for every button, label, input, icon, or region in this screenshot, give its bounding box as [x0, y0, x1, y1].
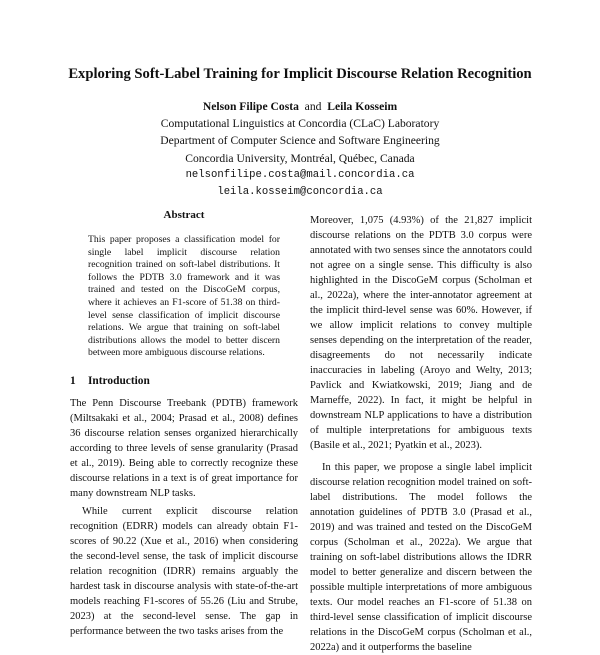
- author-names: [80, 98, 520, 115]
- right-column: [310, 213, 532, 655]
- affiliation-department: Department of Computer Science and Software Engineering: [160, 134, 440, 148]
- affiliation-lab: Computational Linguistics at Concordia (CLaC) Laboratory: [160, 117, 440, 131]
- author-conjunction: and: [304, 100, 322, 113]
- section-title: Introduction: [88, 374, 150, 387]
- affiliation-university: Concordia University, Montréal, Québec, Canada: [185, 151, 415, 165]
- section-heading-introduction: [70, 374, 298, 388]
- right-paragraph-2: In this paper, we propose a single label implicit discourse relation recognition model trained on soft-label distributions. The model follows the annotation guidelines of PDTB 3.0 (Prasad et al., 2019) and was trained and tested on the DiscoGeM corpus (Scholman et al., 2022a). We argue that training on soft-label distributions allows the IDRR model to better generalize and discern between the possible multiple interpretations of more ambiguous texts. Our model reaches an F1-score of 51.38 on third-level sense classification of implicit discourse relations in the DiscoGeM corpus (Scholman et al., 2022a) and it outperforms the baseline: [310, 462, 532, 653]
- intro-paragraph-2: While current explicit discourse relation recognition (EDRR) models can already obtain F1-scores of 90.22 (Xue et al., 2016) when considering the second-level sense, the task of implicit discourse relation recognition (IDRR) remains arguably the hardest task in discourse analysis with state-of-the-art models reaching F1-scores of 55.26 (Liu and Strube, 2023) at the second-level sense. The gap in performance between the two tasks arises from the: [70, 505, 298, 637]
- author-2-name: Leila Kosseim: [327, 100, 398, 113]
- author-1-name: Nelson Filipe Costa: [202, 100, 299, 113]
- right-paragraph-1: Moreover, 1,075 (4.93%) of the 21,827 implicit discourse relations on the PDTB 3.0 corpus were annotated with two senses since the annotators could not agree on a single sense. This difficulty is also highlighted in the DiscoGeM corpus (Scholman et al., 2022a), where the inter-annotator agreement at the implicit third-level sense was 60%. However, if we allow implicit relations to convey multiple senses depending on the interpretation of the reader, disagreements do not necessarily indicate inaccuracies in labeling (Aroyo and Welty, 2013; Pavlick and Kwiatkowski, 2019; Jiang and de Marneffe, 2022). In fact, it might be helpful in downstream NLP applications to have a distribution of multiple interpretations for ambiguous texts (Basile et al., 2021; Pyatkin et al., 2023).: [310, 215, 532, 451]
- section-number: 1: [70, 374, 76, 387]
- left-column: [70, 208, 298, 639]
- paper-title: Exploring Soft-Label Training for Implicit Discourse Relation Recognition: [68, 66, 532, 82]
- intro-paragraph-1: The Penn Discourse Treebank (PDTB) framework (Miltsakaki et al., 2004; Prasad et al., 2008) defines 36 discourse relation senses organized hierarchically according to three levels of sense granularity (Prasad et al., 2019). Being able to correctly recognize these discourse relations in a text is of great importance for many downstream NLP tasks.: [70, 397, 298, 499]
- author-block: [80, 98, 520, 201]
- author-2-email[interactable]: leila.kosseim@concordia.ca: [217, 186, 383, 199]
- author-1-email[interactable]: nelsonfilipe.costa@mail.concordia.ca: [185, 168, 415, 181]
- abstract-heading: Abstract: [163, 209, 205, 221]
- abstract-text: This paper proposes a classification model for single label implicit discourse relation recognition trained on soft-label distributions. It follows the PDTB 3.0 framework and it was trained and tested on the DiscoGeM corpus, where it achieves an F1-score of 51.38 on third-level sense classification of implicit discourse relations. We argue that training on soft-label distributions allows the model to better discern between more ambiguous discourse relations.: [88, 234, 280, 359]
